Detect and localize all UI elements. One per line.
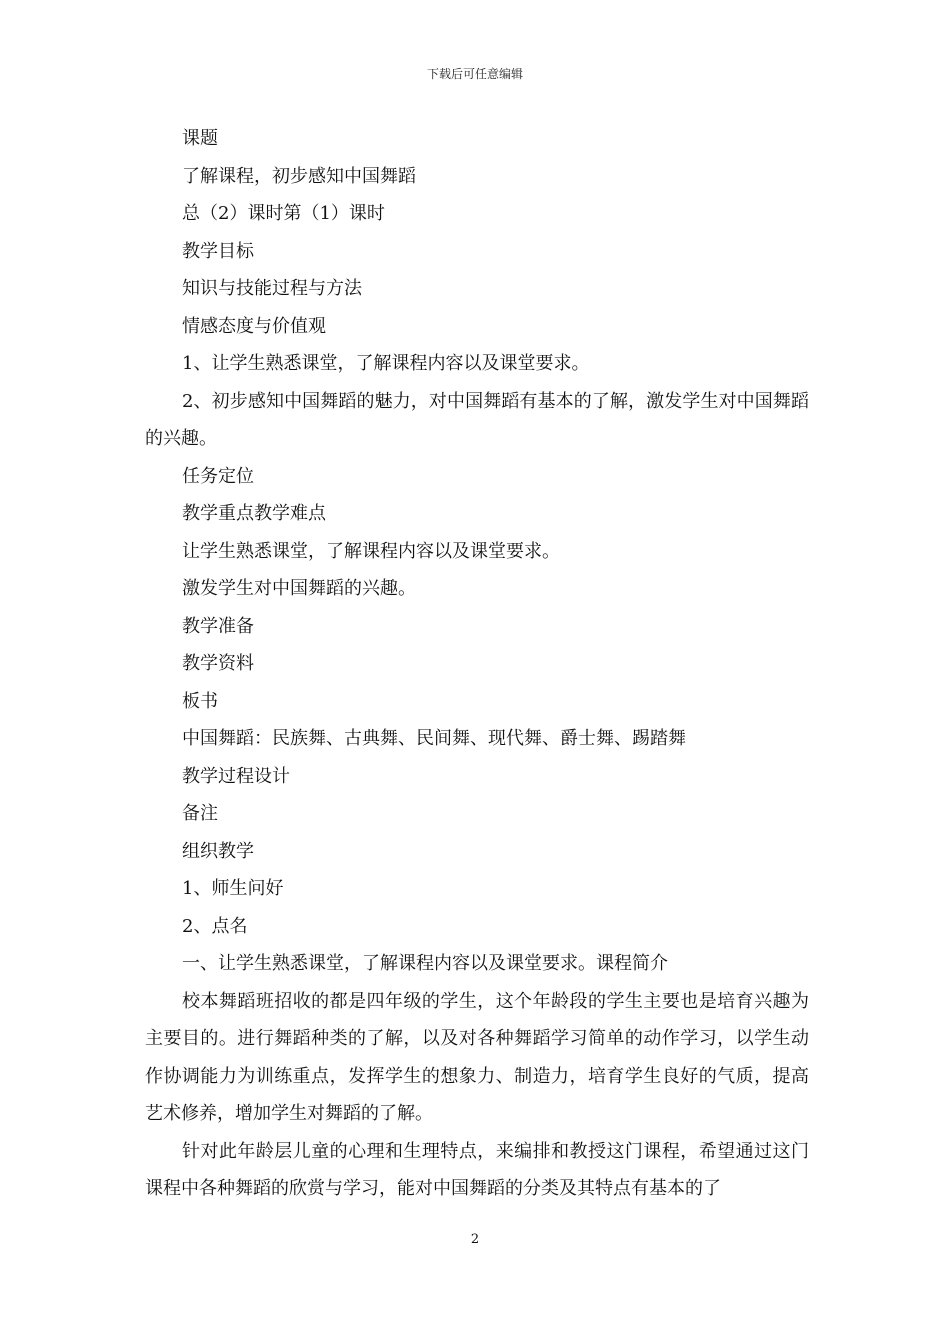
document-body (145, 120, 809, 1208)
lesson-title: 了解课程，初步感知中国舞蹈 (182, 165, 416, 187)
key-difficult-points-heading: 教学重点教学难点 (182, 503, 326, 524)
section-one-heading: 一、让学生熟悉课堂，了解课程内容以及课堂要求。课程简介 (182, 953, 668, 974)
lesson-hours: 总（2）课时第（1）课时 (182, 203, 385, 224)
teaching-materials-heading: 教学资料 (182, 653, 254, 674)
page-number: 2 (470, 1232, 480, 1247)
blackboard-heading: 板书 (182, 690, 218, 712)
step-roll-call: 2、点名 (182, 915, 248, 937)
difficult-point: 激发学生对中国舞蹈的兴趣。 (182, 578, 416, 599)
blackboard-content: 中国舞蹈：民族舞、古典舞、民间舞、现代舞、爵士舞、踢踏舞 (182, 728, 686, 749)
task-position-heading: 任务定位 (182, 465, 254, 487)
course-intro-paragraph: 校本舞蹈班招收的都是四年级的学生，这个年龄段的学生主要也是培育兴趣为主要目的。进行舞蹈种类的了解，以及对各种舞蹈学习简单的动作学习，以学生动作协调能力为训练重点，发挥学生的想象力、制造力，培育学生良好的气质，提高艺术修养，增加学生对舞蹈的了解。 (145, 990, 809, 1124)
key-point: 让学生熟悉课堂，了解课程内容以及课堂要求。 (182, 540, 560, 562)
teaching-preparation-heading: 教学准备 (182, 615, 254, 637)
process-design-heading: 教学过程设计 (182, 765, 290, 787)
page-header: 下载后可任意编辑 (426, 67, 523, 81)
organize-teaching-heading: 组织教学 (182, 840, 254, 862)
goal-item-2: 2、初步感知中国舞蹈的魅力，对中国舞蹈有基本的了解，激发学生对中国舞蹈的兴趣。 (145, 390, 809, 449)
goal-item-1: 1、让学生熟悉课堂，了解课程内容以及课堂要求。 (182, 353, 590, 374)
lesson-title-label: 课题 (182, 128, 218, 149)
teaching-goals-heading: 教学目标 (182, 240, 254, 262)
emotion-values-heading: 情感态度与价值观 (182, 315, 326, 337)
knowledge-skills-heading: 知识与技能过程与方法 (182, 278, 362, 299)
step-greeting: 1、师生问好 (182, 878, 284, 899)
course-design-paragraph: 针对此年龄层儿童的心理和生理特点，来编排和教授这门课程，希望通过这门课程中各种舞蹈的欣赏与学习，能对中国舞蹈的分类及其特点有基本的了 (145, 1140, 809, 1199)
remarks-heading: 备注 (182, 803, 218, 824)
